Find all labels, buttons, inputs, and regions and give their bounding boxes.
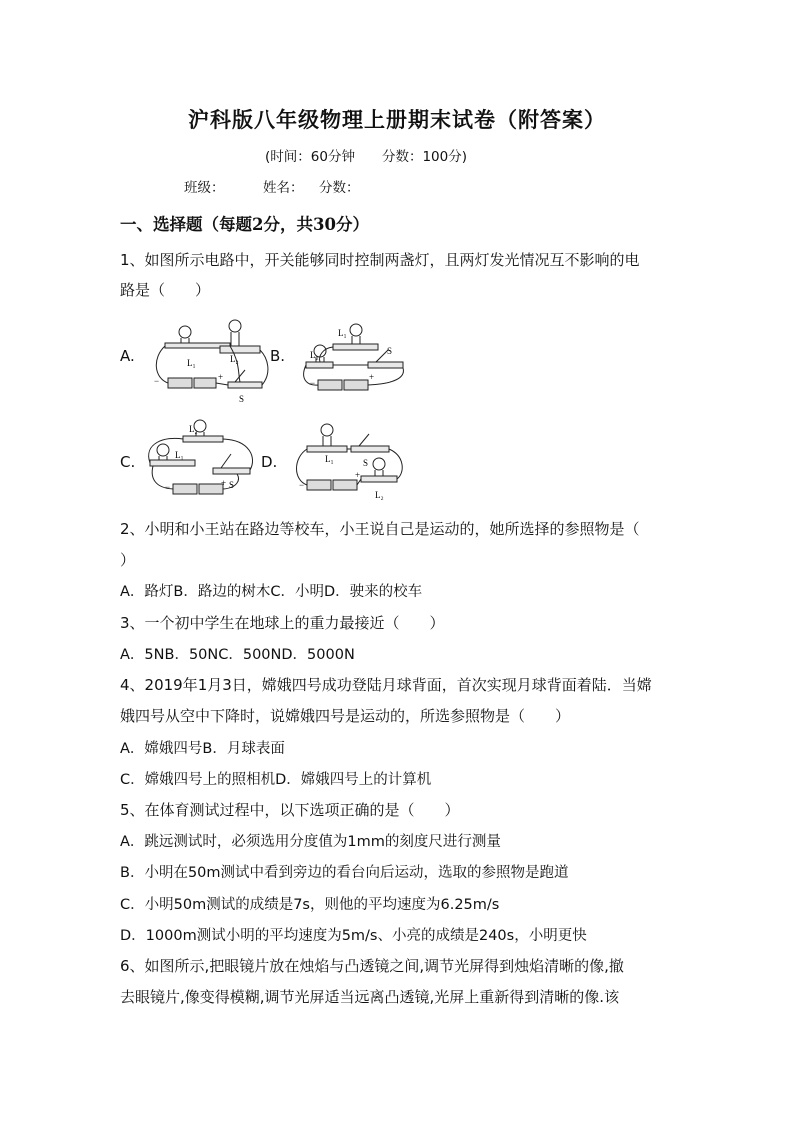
q4-options-ab: A．嫦娥四号B．月球表面 <box>120 741 285 757</box>
class-label: 班级： <box>184 180 225 196</box>
score-label: 分数： <box>319 180 360 196</box>
label-s: S <box>229 480 235 490</box>
q4-stem-line1: 4、2019年1月3日，嫦娥四号成功登陆月球背面，首次实现月球背面着陆．当嫦 <box>120 676 652 694</box>
label-s: S <box>387 346 393 356</box>
circuit-diagram-b <box>298 318 408 398</box>
label-l2: L₂ <box>310 350 319 360</box>
q1-option-b: B. <box>270 347 286 365</box>
label-plus: + <box>355 470 361 480</box>
q6-stem-line1: 6、如图所示,把眼镜片放在烛焰与凸透镜之间,调节光屏得到烛焰清晰的像,撤 <box>120 957 624 975</box>
q6-stem-line2: 去眼镜片,像变得模糊,调节光屏适当远离凸透镜,光屏上重新得到清晰的像.该 <box>120 988 620 1006</box>
q1-stem-line1: 1、如图所示电路中，开关能够同时控制两盏灯，且两灯发光情况互不影响的电 <box>120 251 640 269</box>
label-l2: L₂ <box>375 490 384 500</box>
label-plus: + <box>369 372 375 382</box>
label-minus: − <box>299 480 305 490</box>
q1-option-c: C. <box>120 453 136 471</box>
q2-stem-line2: ） <box>120 551 136 569</box>
q3-options: A．5NB．50NC．500ND．5000N <box>120 647 355 663</box>
page-title: 沪科版八年级物理上册期末试卷（附答案） <box>188 107 606 132</box>
label-minus: − <box>310 378 316 388</box>
label-l1: L₁ <box>338 328 347 338</box>
label-plus: + <box>221 478 227 488</box>
q5-stem: 5、在体育测试过程中，以下选项正确的是（ ） <box>120 801 460 819</box>
label-l1: L₁ <box>175 450 184 460</box>
section-heading: 一、选择题（每题2分，共30分） <box>120 215 369 234</box>
label-minus: − <box>154 376 160 386</box>
label-l1: L₁ <box>325 454 334 464</box>
circuit-diagram-c <box>145 418 265 500</box>
q5-option-d: D．1000m测试小明的平均速度为5m/s、小亮的成绩是240s，小明更快 <box>120 928 587 944</box>
circuit-diagram-d <box>289 418 409 504</box>
q3-stem: 3、一个初中学生在地球上的重力最接近（ ） <box>120 614 445 632</box>
exam-info: (时间：60分钟 分数：100分) <box>265 149 467 165</box>
circuit-diagram-a <box>150 318 270 408</box>
q1-stem-line2: 路是（ ） <box>120 281 211 299</box>
q5-option-b: B．小明在50m测试中看到旁边的看台向后运动，选取的参照物是跑道 <box>120 865 569 881</box>
q5-option-c: C．小明50m测试的成绩是7s，则他的平均速度为6.25m/s <box>120 897 500 913</box>
q5-option-a: A．跳远测试时，必须选用分度值为1mm的刻度尺进行测量 <box>120 834 501 850</box>
q1-option-a: A. <box>120 347 135 365</box>
label-plus: + <box>218 372 224 382</box>
q4-stem-line2: 娥四号从空中下降时，说嫦娥四号是运动的，所选参照物是（ ） <box>120 707 571 725</box>
name-label: 姓名： <box>263 180 304 196</box>
label-minus: − <box>165 482 171 492</box>
label-s: S <box>363 458 369 468</box>
q2-stem-line1: 2、小明和小王站在路边等校车，小王说自己是运动的，她所选择的参照物是（ <box>120 520 640 538</box>
label-l2: L₂ <box>230 354 239 364</box>
label-l2: L₂ <box>189 424 198 434</box>
q1-option-d: D. <box>261 453 278 471</box>
label-s: S <box>239 394 245 404</box>
q2-options: A．路灯B．路边的树木C．小明D．驶来的校车 <box>120 584 423 600</box>
label-l1: L₁ <box>187 358 196 368</box>
q4-options-cd: C．嫦娥四号上的照相机D．嫦娥四号上的计算机 <box>120 772 432 788</box>
